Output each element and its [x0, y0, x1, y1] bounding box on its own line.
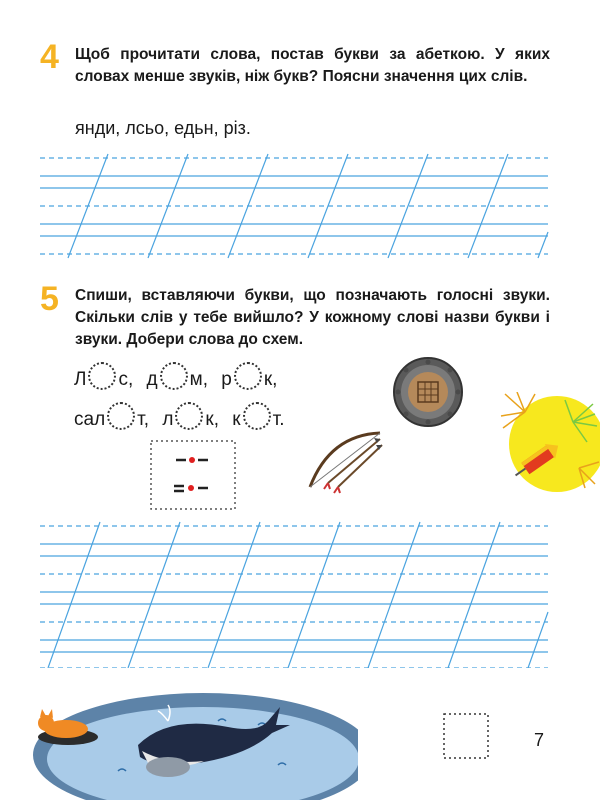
whale-sea-illustration [28, 685, 358, 800]
missing-letter-gap [88, 362, 116, 390]
page-number: 7 [534, 730, 545, 750]
missing-letter-gap [234, 362, 262, 390]
fill-row-2: сал т, л к, к т. [74, 402, 284, 431]
task-4-instructions: Щоб прочитати слова, постав букви за абеткою. У яких словах менше звуків, ніж букв? Поясни значення цих слів. [75, 46, 550, 85]
task-4-words: янди, лсьо, едьн, різ. [75, 118, 251, 138]
missing-letter-gap [175, 402, 203, 430]
task-4-number: 4 [40, 38, 59, 76]
fill-row-1: Л с, д м, р к, [74, 362, 277, 391]
missing-letter-gap [243, 402, 271, 430]
writing-lines-2 [0, 518, 600, 668]
task-5-instructions: Спиши, вставляючи букви, що позначають голосні звуки. Скільки слів у тебе вийшло? У кожному слові назви букви і звуки. Добери слова до схем. [75, 287, 550, 348]
writing-lines-1 [0, 150, 600, 260]
manhole-picture [392, 356, 464, 428]
sound-scheme-box [150, 440, 236, 510]
task-5-number: 5 [40, 280, 59, 318]
answer-box [443, 713, 489, 759]
bow-and-arrows-picture [300, 425, 390, 495]
fireworks-rocket-picture [495, 392, 600, 510]
missing-letter-gap [160, 362, 188, 390]
missing-letter-gap [107, 402, 135, 430]
